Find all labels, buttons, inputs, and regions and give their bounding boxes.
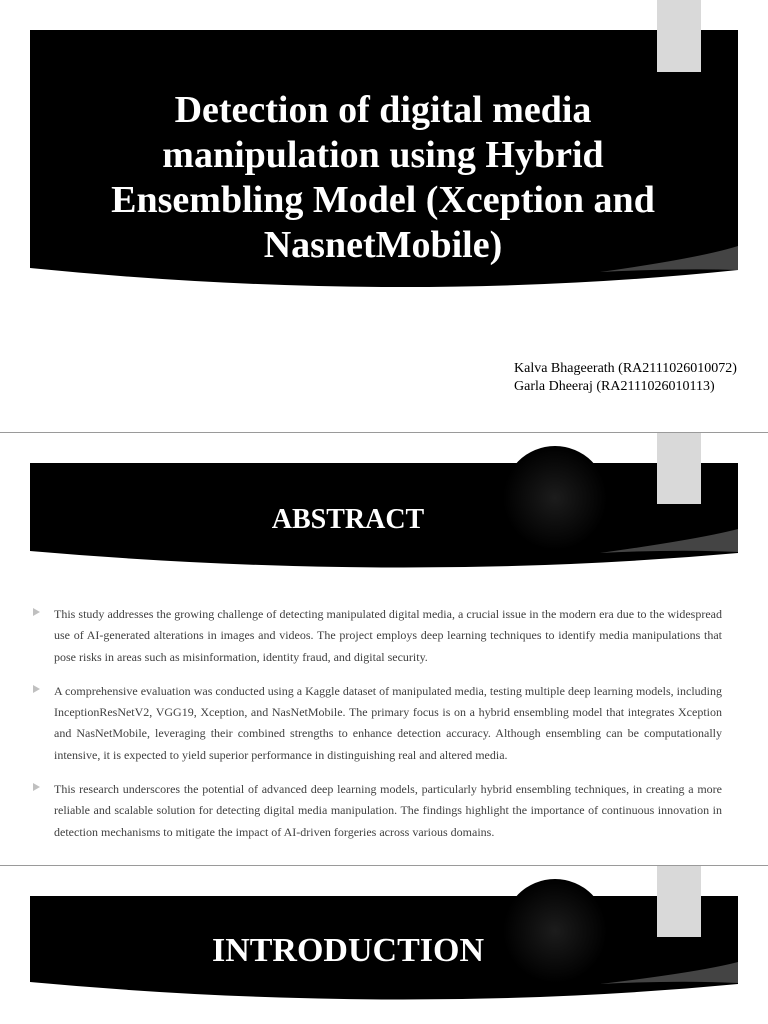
presentation-title: Detection of digital media manipulation using Hybrid Ensembling Model (Xception and NasnetMobile) [111, 89, 655, 266]
abstract-bullets [30, 604, 722, 856]
author-2: Garla Dheeraj (RA2111026010113) [514, 379, 715, 394]
bullet-arrow-icon [33, 783, 40, 791]
decorative-tab [657, 433, 701, 504]
abstract-heading: ABSTRACT [271, 504, 425, 535]
bullet-text: This study addresses the growing challenge of detecting manipulated digital media, a crucial issue in the modern era due to the widespread use of AI-generated alterations in images and videos. The project employs deep learning techniques to identify media manipulations that pose risks in areas such as misinformation, identity fraud, and digital security. [54, 607, 722, 664]
author-1: Kalva Bhageerath (RA2111026010072) [514, 361, 737, 376]
decorative-tab [657, 866, 701, 937]
title-slide [0, 0, 768, 432]
introduction-slide [0, 866, 768, 1024]
bullet-text: This research underscores the potential of advanced deep learning models, particularly hybrid ensembling techniques, in creating a more reliable and scalable solution for detecting digital media manipulation. The findings highlight the importance of continuous innovation in detection mechanisms to mitigate the impact of AI-driven forgeries across various domains. [54, 782, 722, 839]
author-list [514, 360, 764, 396]
bullet-arrow-icon [33, 685, 40, 693]
list-item [30, 681, 722, 766]
decorative-tab [657, 0, 701, 72]
bullet-text: A comprehensive evaluation was conducted using a Kaggle dataset of manipulated media, testing multiple deep learning models, including InceptionResNetV2, VGG19, Xception, and NasNetMobile. The primary focus is on a hybrid ensembling model that integrates Xception and NasNetMobile, leveraging their combined strengths to enhance detection accuracy. Although ensembling can be computationally intensive, it is expected to yield superior performance in distinguishing real and altered media. [54, 683, 722, 762]
list-item [30, 779, 722, 843]
introduction-heading: INTRODUCTION [211, 932, 485, 969]
list-item [30, 604, 722, 668]
bullet-arrow-icon [33, 608, 40, 616]
abstract-slide [0, 433, 768, 865]
